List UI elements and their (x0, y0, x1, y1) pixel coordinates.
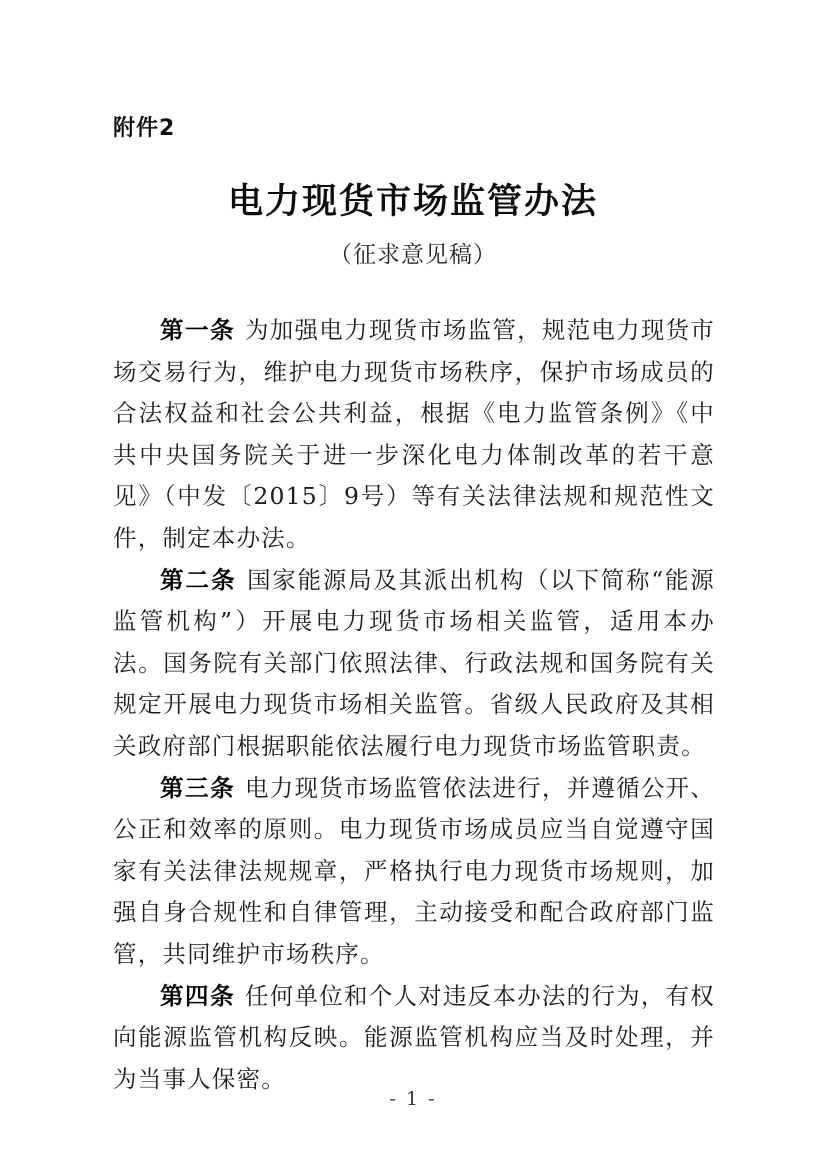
page-number: - 1 - (389, 1088, 437, 1110)
article-marker: 第一条 (160, 316, 236, 344)
document-subtitle: （征求意见稿） (329, 242, 497, 268)
article-text: 电力现货市场监管依法进行，并遵循公开、公正和效率的原则。电力现货市场成员应当自觉遵守国家有关法律法规规章，严格执行电力现货市场规则，加强自身合规性和自律管理，主动接受和配合政府部门监管，共同维护市场秩序。 (113, 773, 715, 968)
document-body (113, 310, 715, 1100)
article-marker: 第二条 (160, 565, 237, 594)
article-paragraph (113, 976, 715, 1101)
article-text: 任何单位和个人对违反本办法的行为，有权向能源监管机构反映。能源监管机构应当及时处理，并为当事人保密。 (113, 981, 715, 1093)
article-text: 为加强电力现货市场监管，规范电力现货市场交易行为，维护电力现货市场秩序，保护市场成员的合法权益和社会公共利益，根据《电力监管条例》《中共中央国务院关于进一步深化电力体制改革的若干意见》（中发〔2015〕9号）等有关法律法规和规范性文件，制定本办法。 (113, 316, 715, 552)
page-title: 电力现货市场监管办法 (227, 181, 598, 222)
article-paragraph (113, 560, 715, 768)
article-text: 国家能源局及其派出机构（以下简称“能源监管机构”）开展电力现货市场相关监管，适用本办法。国务院有关部门依照法律、行政法规和国务院有关规定开展电力现货市场相关监管。省级人民政府及其相关政府部门根据职能依法履行电力现货市场监管职责。 (113, 565, 715, 760)
article-marker: 第四条 (160, 981, 236, 1010)
article-marker: 第三条 (160, 773, 236, 802)
article-paragraph (113, 768, 715, 976)
attachment-label: 附件2 (113, 116, 176, 141)
article-paragraph (113, 310, 715, 560)
